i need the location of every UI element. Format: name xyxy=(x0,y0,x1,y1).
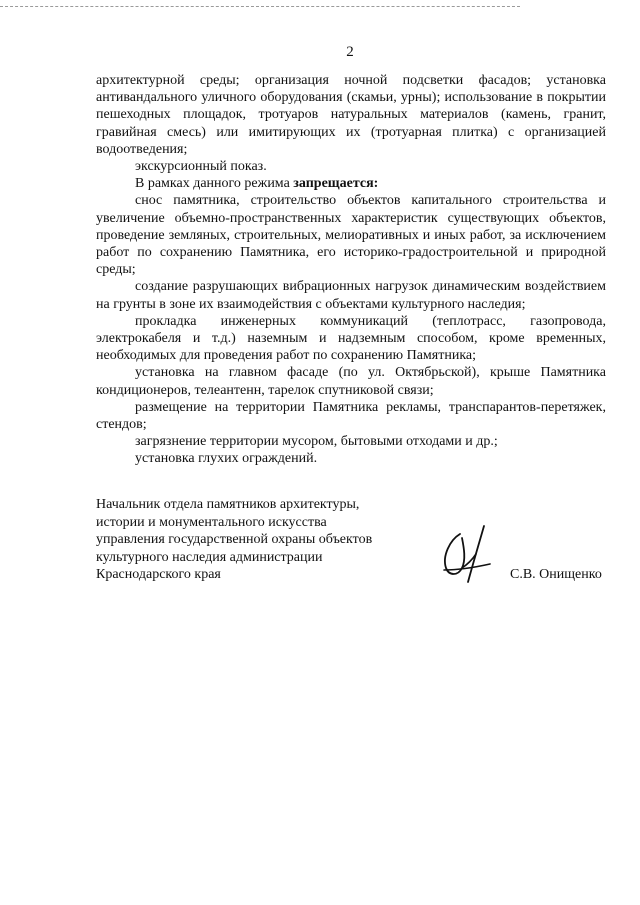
paragraph-advertising: размещение на территории Памятника рекламы, транспарантов-перетяжек, стендов; xyxy=(96,399,606,433)
paragraph-demolition: снос памятника, строительство объектов капитального строительства и увеличение объемно-пространственных характеристик существующих объектов, проведение земляных, строительных, мелиоративных и иных работ, за исключением работ по сохранению Памятника, его историко-градостроительной и природной среды; xyxy=(96,193,606,278)
paragraph-utilities: прокладка инженерных коммуникаций (теплотрасс, газопровода, электрокабеля и т.д.) наземным и надземным способом, кроме временных, необходимых для проведения работ по сохранению Памятника; xyxy=(96,313,606,364)
prohibited-lead-text: В рамках данного режима xyxy=(135,176,294,192)
paragraph-excursion: экскурсионный показ. xyxy=(135,159,267,175)
signer-position-line: управления государственной охраны объектов xyxy=(96,532,373,548)
paragraph-facade-equipment: установка на главном фасаде (по ул. Октябрьской), крыше Памятника кондиционеров, телеантенн, тарелок спутниковой связи; xyxy=(96,365,606,398)
signer-position-line: истории и монументального искусства xyxy=(96,514,327,530)
paragraph-litter: загрязнение территории мусором, бытовыми отходами и др.; xyxy=(135,434,498,450)
paragraph-fences: установка глухих ограждений. xyxy=(135,451,318,467)
signature-block xyxy=(96,496,616,586)
signer-position-line: Начальник отдела памятников архитектуры, xyxy=(96,497,360,512)
scan-edge-divider xyxy=(0,6,520,7)
signer-name: С.В. Онищенко xyxy=(510,567,602,582)
handwritten-signature-icon xyxy=(432,524,498,586)
body-text xyxy=(96,72,606,468)
paragraph-continuation: архитектурной среды; организация ночной подсветки фасадов; установка антивандального уличного оборудования (скамьи, урны); использование в покрытии пешеходных площадок, тротуаров натуральных материалов (камень, гранит, гравийная смесь) или имитирующих их (тротуарная плитка) с организацией водоотведения; xyxy=(96,73,606,157)
paragraph-prohibited-heading xyxy=(96,175,606,192)
paragraph-vibration: создание разрушающих вибрационных нагрузок динамическим воздействием на грунты в зоне их взаимодействия с объектами культурного наследия; xyxy=(96,279,606,312)
prohibited-bold-word: запрещается: xyxy=(293,176,379,192)
page-number: 2 xyxy=(346,44,354,60)
signer-position-line: Краснодарского края xyxy=(96,567,221,583)
signer-position-line: культурного наследия администрации xyxy=(96,549,323,565)
signer-position xyxy=(96,496,416,584)
